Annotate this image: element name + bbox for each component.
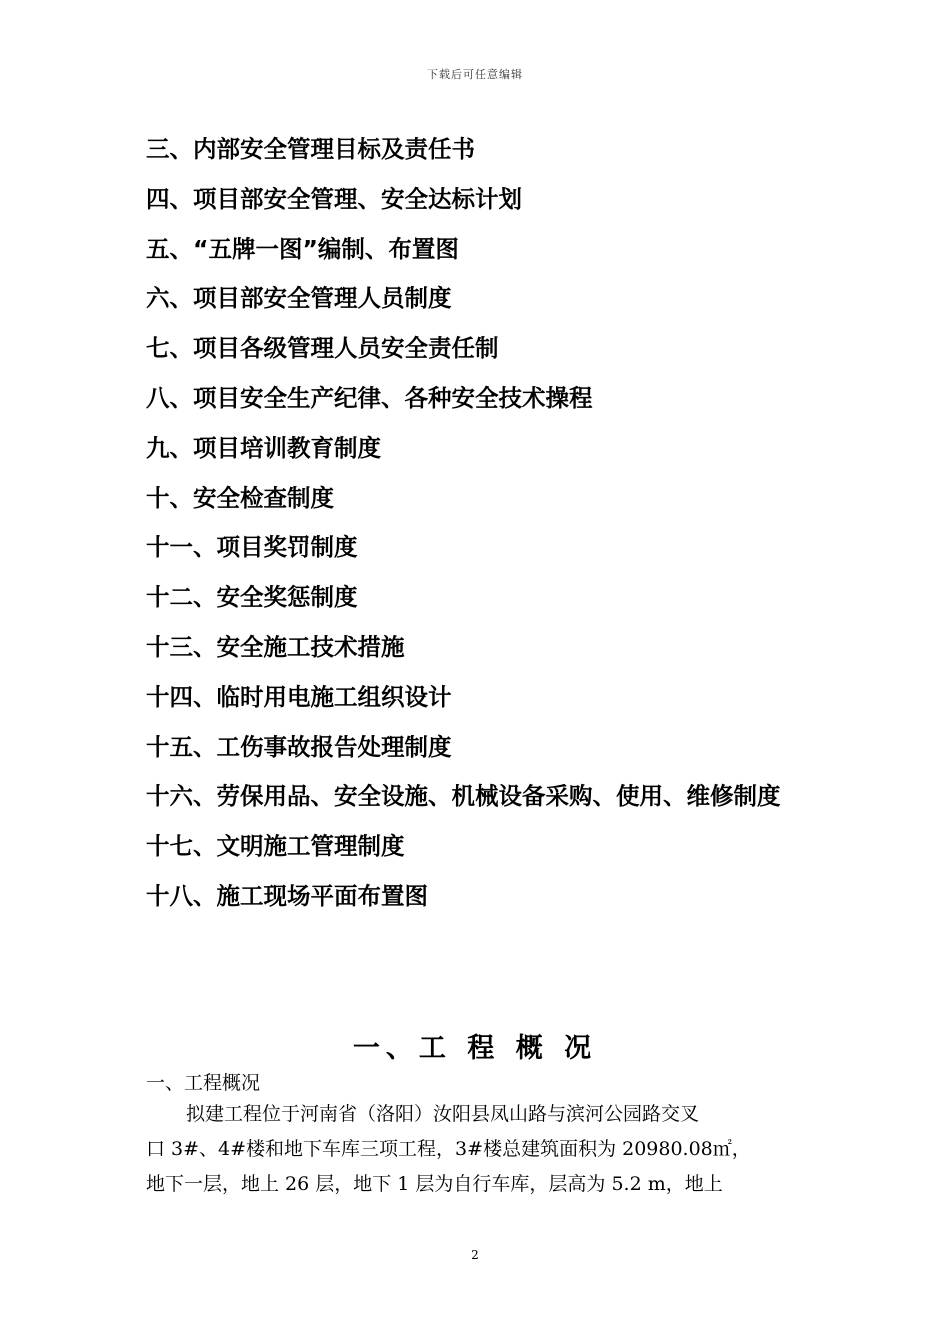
toc-item: 十六、劳保用品、安全设施、机械设备采购、使用、维修制度 bbox=[146, 782, 781, 811]
table-of-contents bbox=[146, 132, 886, 929]
toc-item: 六、项目部安全管理人员制度 bbox=[146, 284, 452, 313]
toc-item: 三、内部安全管理目标及责任书 bbox=[146, 135, 475, 163]
toc-item: 七、项目各级管理人员安全责任制 bbox=[146, 334, 499, 363]
toc-item: 四、项目部安全管理、安全达标计划 bbox=[146, 184, 522, 213]
toc-item: 十七、文明施工管理制度 bbox=[146, 832, 405, 861]
toc-item: 九、项目培训教育制度 bbox=[146, 433, 381, 462]
paragraph-line: 拟建工程位于河南省（洛阳）汝阳县凤山路与滨河公园路交叉 bbox=[186, 1103, 700, 1125]
subheading: 一、工程概况 bbox=[146, 1072, 261, 1094]
body-text bbox=[146, 1070, 826, 1202]
toc-item: 十五、工伤事故报告处理制度 bbox=[146, 732, 452, 761]
page-number: 2 bbox=[471, 1248, 479, 1262]
toc-item: 十三、安全施工技术措施 bbox=[146, 632, 405, 661]
toc-item: 十八、施工现场平面布置图 bbox=[146, 881, 428, 910]
toc-item: 十四、临时用电施工组织设计 bbox=[146, 682, 452, 711]
paragraph-line: 地下一层，地上 26 层，地下 1 层为自行车库，层高为 5.2 m，地上 bbox=[146, 1173, 723, 1195]
toc-item: 十一、项目奖罚制度 bbox=[146, 533, 358, 562]
toc-item: 五、“五牌一图”编制、布置图 bbox=[146, 234, 459, 263]
toc-item: 十、安全检查制度 bbox=[146, 483, 334, 512]
header-note: 下载后可任意编辑 bbox=[427, 68, 523, 81]
toc-item: 十二、安全奖惩制度 bbox=[146, 583, 358, 612]
paragraph-line: 口 3#、4#楼和地下车库三项工程，3#楼总建筑面积为 20980.08㎡， bbox=[146, 1138, 751, 1160]
section-heading: 一、工 程 概 况 bbox=[352, 1033, 598, 1064]
toc-item: 八、项目安全生产纪律、各种安全技术操程 bbox=[146, 383, 593, 412]
